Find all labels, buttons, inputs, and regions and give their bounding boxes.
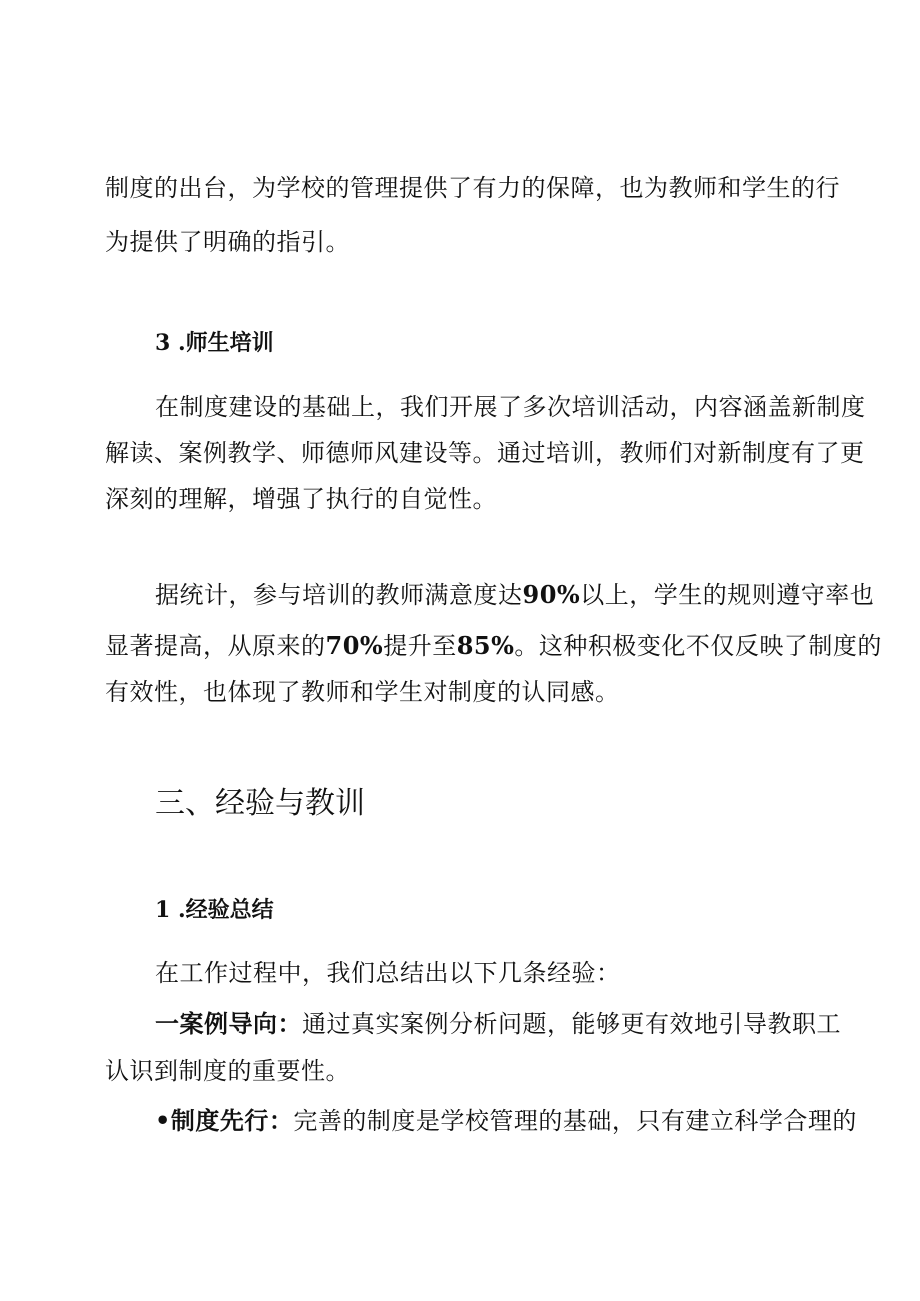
statistics-paragraph-line-2 (105, 630, 882, 662)
experience-item-2-line-1 (155, 1105, 875, 1137)
experience-item-1-label: 一案例导向： (155, 1009, 302, 1038)
new-compliance-value: 85% (456, 631, 515, 660)
statistics-text-2c: 提升至 (383, 632, 457, 660)
experience-item-1-line-1 (155, 1008, 875, 1040)
statistics-text-2e: 。这种积极变化不仅反映了制度的 (514, 632, 882, 660)
statistics-paragraph-line-1 (155, 579, 875, 611)
statistics-paragraph-line-3: 有效性，也体现了教师和学生对制度的认同感。 (105, 678, 620, 706)
satisfaction-value: 90% (522, 580, 581, 609)
experience-item-1-text: 通过真实案例分析问题，能够更有效地引导教职工 (302, 1010, 841, 1038)
experience-item-2-label: •制度先行： (155, 1106, 294, 1135)
section-3-title: 三、经验与教训 (155, 786, 365, 821)
experience-item-2-text: 完善的制度是学校管理的基础，只有建立科学合理的 (293, 1107, 857, 1135)
training-paragraph-line-2: 解读、案例教学、师德师风建设等。通过培训，教师们对新制度有了更 (105, 439, 865, 467)
subsection-1-title: 1 .经验总结 (155, 897, 274, 923)
statistics-text-1c: 以上，学生的规则遵守率也 (580, 581, 875, 609)
statistics-text-1a: 据统计，参与培训的教师满意度达 (155, 581, 523, 609)
training-paragraph-line-1: 在制度建设的基础上，我们开展了多次培训活动，内容涵盖新制度 (155, 393, 866, 421)
intro-paragraph-line-2: 为提供了明确的指引。 (105, 228, 350, 256)
original-compliance-value: 70% (325, 631, 384, 660)
experience-intro: 在工作过程中，我们总结出以下几条经验： (155, 959, 621, 987)
intro-paragraph-line-1: 制度的出台，为学校的管理提供了有力的保障，也为教师和学生的行 (105, 174, 840, 202)
subsection-3-title: 3 .师生培训 (155, 330, 274, 356)
training-paragraph-line-3: 深刻的理解，增强了执行的自觉性。 (105, 485, 497, 513)
experience-item-1-line-2: 认识到制度的重要性。 (105, 1057, 350, 1085)
statistics-text-2a: 显著提高，从原来的 (105, 632, 326, 660)
